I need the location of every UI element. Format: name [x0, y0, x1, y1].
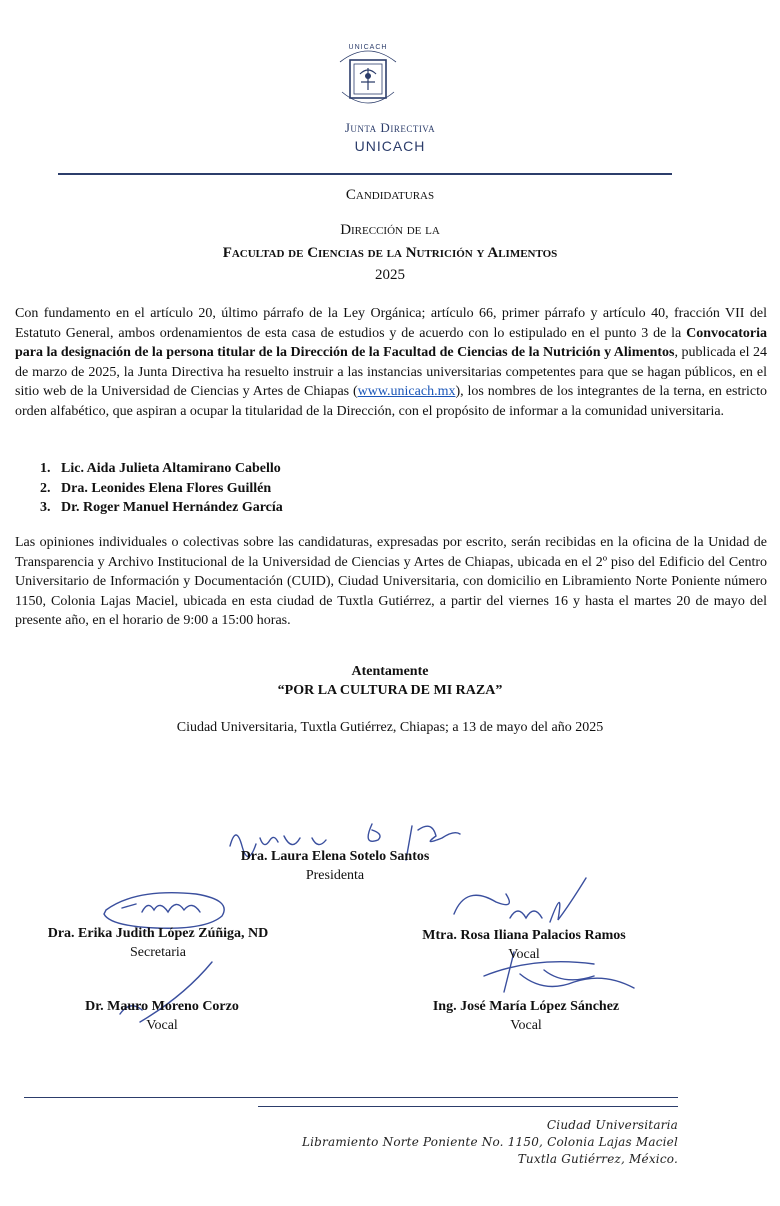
footer-address: Libramiento Norte Poniente No. 1150, Colonia Lajas Maciel: [301, 1135, 678, 1149]
closing-atentamente: Atentamente: [351, 664, 429, 679]
list-number: 2.: [40, 480, 51, 496]
list-item: [40, 459, 283, 479]
place-date: Ciudad Universitaria, Tuxtla Gutiérrez, Chiapas; a 13 de mayo del año 2025: [176, 720, 604, 735]
header-divider: [58, 173, 672, 175]
signature-secretary-name: Dra. Erika Judith López Zúñiga, ND: [47, 926, 269, 941]
signature-president-scribble: [222, 816, 472, 876]
candidate-name: Lic. Aida Julieta Altamirano Cabello: [61, 461, 281, 476]
paragraph-text: ), los nombres de los integrantes de la terna, en estricto orden alfabético, que aspiran a ocupar la titularidad de la Dirección, con el propósito de informar a la comunidad universitaria.: [15, 384, 767, 419]
signature-vocal2-role: Vocal: [146, 1018, 178, 1033]
footer-divider-secondary: [258, 1106, 678, 1107]
candidate-list: [40, 459, 283, 518]
footer-divider: [24, 1097, 678, 1098]
doc-title-year: 2025: [375, 267, 405, 283]
signature-president-role: Presidenta: [305, 868, 365, 883]
closing-lema: “POR LA CULTURA DE MI RAZA”: [277, 683, 503, 698]
signature-vocal3-name: Ing. José María López Sánchez: [432, 999, 620, 1014]
footer-campus: Ciudad Universitaria: [546, 1118, 678, 1132]
list-number: 1.: [40, 461, 51, 476]
list-item: [40, 479, 283, 499]
candidate-name: Dr. Roger Manuel Hernández García: [61, 500, 283, 516]
org-title: Junta Directiva: [344, 120, 436, 135]
org-subtitle: UNICACH: [354, 138, 426, 154]
candidate-name: Dra. Leonides Elena Flores Guillén: [61, 480, 272, 496]
signature-vocal2-scribble: [100, 956, 220, 1026]
paragraph-opiniones: Las opiniones individuales o colectivas sobre las candidaturas, expresadas por escrito, serán recibidas en la oficina de la Unidad de Transparencia y Archivo Institucional de la Universidad de Ciencias y Artes de Chiapas, ubicada en el 2º piso del Edificio del Centro Universitario de Información y Documentación (CUID), Ciudad Universitaria, con domicilio en Libramiento Norte Poniente número 1150, Colonia Lajas Maciel, ubicada en esta ciudad de Tuxtla Gutiérrez, a partir del viernes 16 y hasta el martes 20 de mayo del presente año, en el horario de 9:00 a 15:00 horas.: [15, 535, 767, 629]
signature-secretary-role: Secretaria: [130, 945, 186, 960]
paragraph-text: , publicada el 24 de marzo de 2025, la Junta Directiva ha resuelto instruir a las instancias universitarias competentes para que se hagan públicos, en el sitio web de la Universidad de Ciencias y Artes de Chiapas (: [15, 345, 767, 400]
logo-text: UNICACH: [348, 44, 388, 51]
doc-title-facultad: Facultad de Ciencias de la Nutrición y Alimentos: [222, 245, 558, 261]
paragraph-text: Con fundamento en el artículo 20, último párrafo de la Ley Orgánica; artículo 66, primer párrafo y artículo 40, fracción VII del Estatuto General, ambos ordenamientos de esta casa de estudios y de acuerdo con lo estipulado en el punto 3 de la: [15, 306, 767, 341]
doc-title-direccion: Dirección de la: [340, 222, 440, 238]
footer-city: Tuxtla Gutiérrez, México.: [517, 1152, 678, 1166]
unicach-website-link[interactable]: www.unicach.mx: [357, 384, 456, 400]
signature-president-name: Dra. Laura Elena Sotelo Santos: [240, 849, 430, 864]
signature-vocal2-name: Dr. Mauro Moreno Corzo: [85, 999, 239, 1014]
convocatoria-title: Convocatoria para la designación de la persona titular de la Dirección de la Facultad de Ciencias de la Nutrición y Alimentos: [15, 325, 767, 361]
signature-vocal1-name: Mtra. Rosa Iliana Palacios Ramos: [422, 928, 626, 943]
signature-vocal3-role: Vocal: [510, 1018, 542, 1033]
unicach-seal-logo: [330, 44, 406, 110]
paragraph-fundamento: [15, 304, 767, 422]
signature-vocal1-role: Vocal: [508, 947, 540, 962]
doc-title-candidaturas: Candidaturas: [345, 187, 435, 203]
list-number: 3.: [40, 500, 51, 516]
list-item: [40, 498, 283, 518]
